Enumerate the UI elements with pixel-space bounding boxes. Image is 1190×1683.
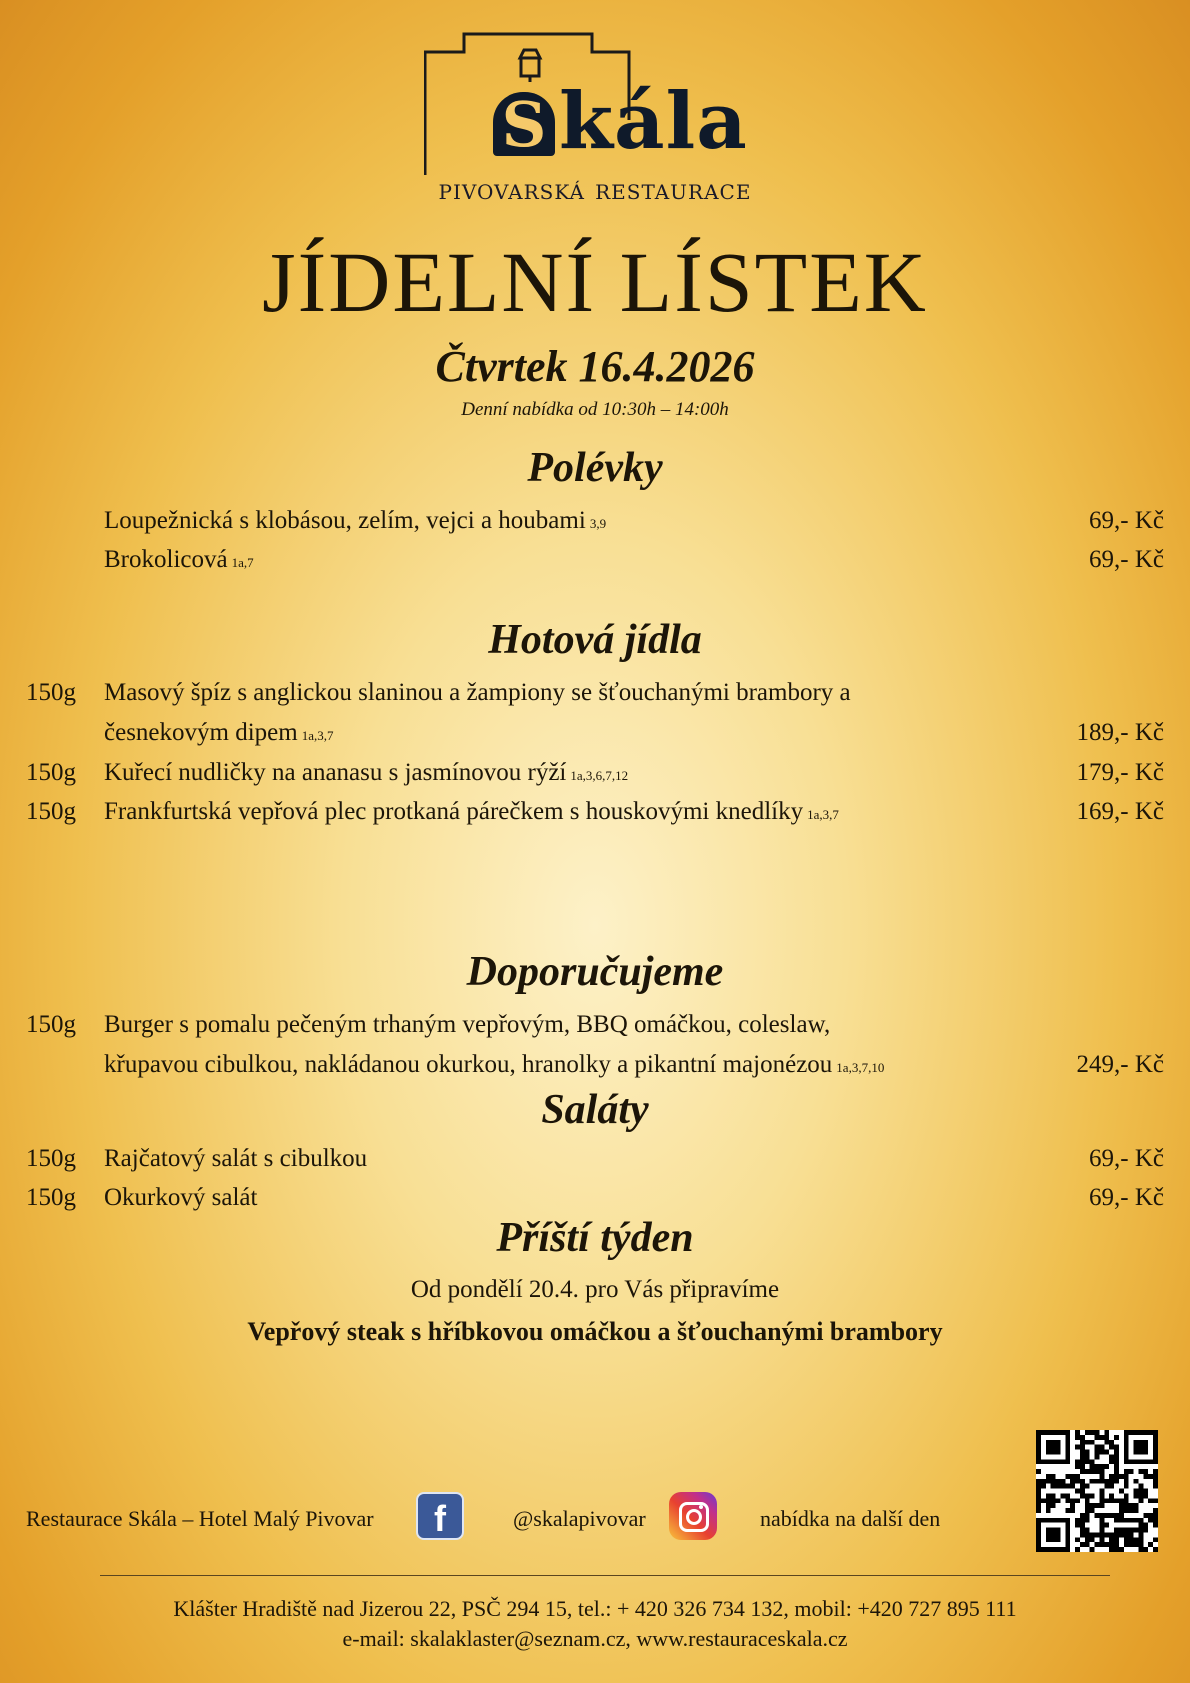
item-price: 69,- Kč: [1089, 1184, 1164, 1211]
item-price: 169,- Kč: [1076, 798, 1164, 825]
item-weight: 150g: [26, 1184, 76, 1211]
section-title-soups: Polévky: [527, 445, 663, 491]
item-allergens: 1a,3,7: [301, 728, 334, 743]
footer-social-row: [0, 1498, 1190, 1546]
section-title-recommended: Doporučujeme: [466, 949, 724, 995]
item-name: Loupežnická s klobásou, zelím, vejci a houbami: [104, 507, 586, 534]
footer-address: Klášter Hradiště nad Jizerou 22, PSČ 294 15, tel.: + 420 326 734 132, mobil: +420 727 895 111: [173, 1596, 1017, 1621]
instagram-handle: @skalapivovar: [513, 1506, 646, 1531]
footer-restaurant-name: Restaurace Skála – Hotel Malý Pivovar: [26, 1506, 374, 1531]
serving-hours: Denní nabídka od 10:30h – 14:00h: [461, 399, 729, 420]
footer-contact: e-mail: skalaklaster@seznam.cz, www.restauraceskala.cz: [342, 1626, 848, 1651]
page-title: JÍDELNÍ LÍSTEK: [262, 234, 928, 330]
menu-date: Čtvrtek 16.4.2026: [435, 342, 755, 391]
item-name: Rajčatový salát s cibulkou: [104, 1145, 368, 1172]
item-price: 249,- Kč: [1076, 1051, 1164, 1078]
item-weight: 150g: [26, 679, 76, 706]
item-name: Kuřecí nudličky na ananasu s jasmínovou rýží: [104, 759, 567, 786]
item-allergens: 1a,3,6,7,12: [570, 768, 629, 783]
item-weight: 150g: [26, 759, 76, 786]
item-allergens: 3,9: [589, 516, 607, 531]
item-allergens: 1a,3,7: [807, 807, 839, 822]
footer-divider: [100, 1575, 1110, 1576]
item-price: 69,- Kč: [1089, 1145, 1164, 1172]
item-name: Burger s pomalu pečeným trhaným vepřovým, BBQ omáčkou, coleslaw,: [104, 1011, 831, 1038]
next-week-dish: Vepřový steak s hříbkovou omáčkou a šťouchanými brambory: [247, 1317, 943, 1346]
logo-name: kála: [559, 76, 748, 167]
item-name-line2: křupavou cibulkou, nakládanou okurkou, hranolky a pikantní majonézou: [104, 1051, 833, 1078]
item-name-line2: česnekovým dipem: [104, 719, 298, 746]
item-name: Okurkový salát: [104, 1184, 258, 1211]
item-weight: 150g: [26, 1145, 76, 1172]
facebook-icon[interactable]: f: [416, 1492, 464, 1540]
item-name: Masový špíz s anglickou slaninou a žampiony se šťouchanými brambory a: [104, 679, 851, 706]
item-weight: 150g: [26, 1011, 76, 1038]
footer-next-day-label: nabídka na další den: [760, 1506, 941, 1531]
section-title-next-week: Příští týden: [496, 1215, 694, 1261]
next-week-intro: Od pondělí 20.4. pro Vás připravíme: [410, 1276, 780, 1303]
qr-code-icon[interactable]: [1036, 1430, 1158, 1552]
item-price: 69,- Kč: [1089, 507, 1164, 534]
item-name: Brokolicová: [104, 546, 228, 573]
instagram-icon[interactable]: [669, 1492, 717, 1540]
logo-subtitle: pivovarská restaurace: [438, 172, 752, 206]
logo-initial: S: [493, 92, 555, 156]
item-price: 189,- Kč: [1076, 719, 1164, 746]
item-allergens: 1a,7: [231, 555, 254, 570]
item-price: 179,- Kč: [1076, 759, 1164, 786]
item-weight: 150g: [26, 798, 76, 825]
section-title-salads: Saláty: [541, 1087, 649, 1133]
item-allergens: 1a,3,7,10: [836, 1060, 885, 1075]
section-title-main-dishes: Hotová jídla: [488, 617, 702, 663]
item-name: Frankfurtská vepřová plec protkaná párečkem s houskovými knedlíky: [104, 798, 804, 825]
logo: [493, 78, 783, 168]
item-price: 69,- Kč: [1089, 546, 1164, 573]
